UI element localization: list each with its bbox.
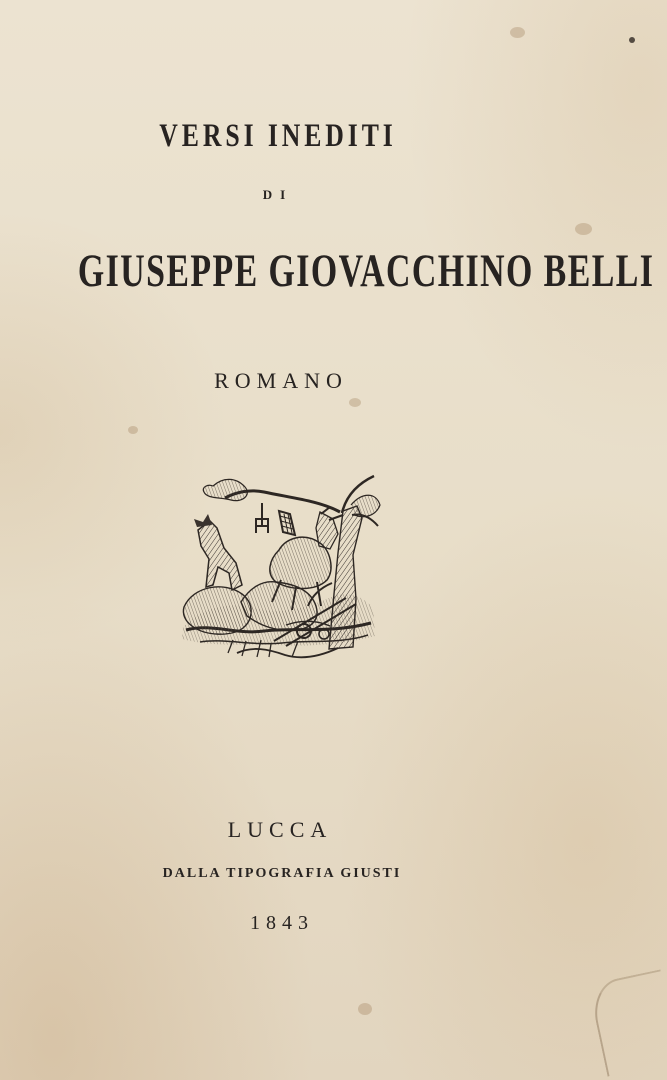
author-origin: ROMANO	[214, 368, 348, 393]
publication-city: LUCCA	[227, 817, 333, 842]
paper-foxing-mark	[128, 426, 138, 434]
publication-year: 1843	[250, 912, 314, 934]
author-name: GIUSEPPE GIOVACCHINO BELLI	[77, 245, 655, 297]
woodcut-vignette-icon	[170, 470, 382, 663]
book-title: VERSI INEDITI	[159, 118, 397, 154]
paper-foxing-mark	[510, 27, 525, 38]
author-connector: DI	[262, 187, 294, 202]
printer-imprint: DALLA TIPOGRAFIA GIUSTI	[162, 866, 402, 881]
paper-foxing-mark	[349, 398, 361, 407]
paper-crease	[588, 969, 667, 1076]
paper-foxing-mark	[629, 37, 635, 43]
paper-foxing-mark	[358, 1003, 372, 1015]
paper-foxing-mark	[575, 223, 592, 235]
